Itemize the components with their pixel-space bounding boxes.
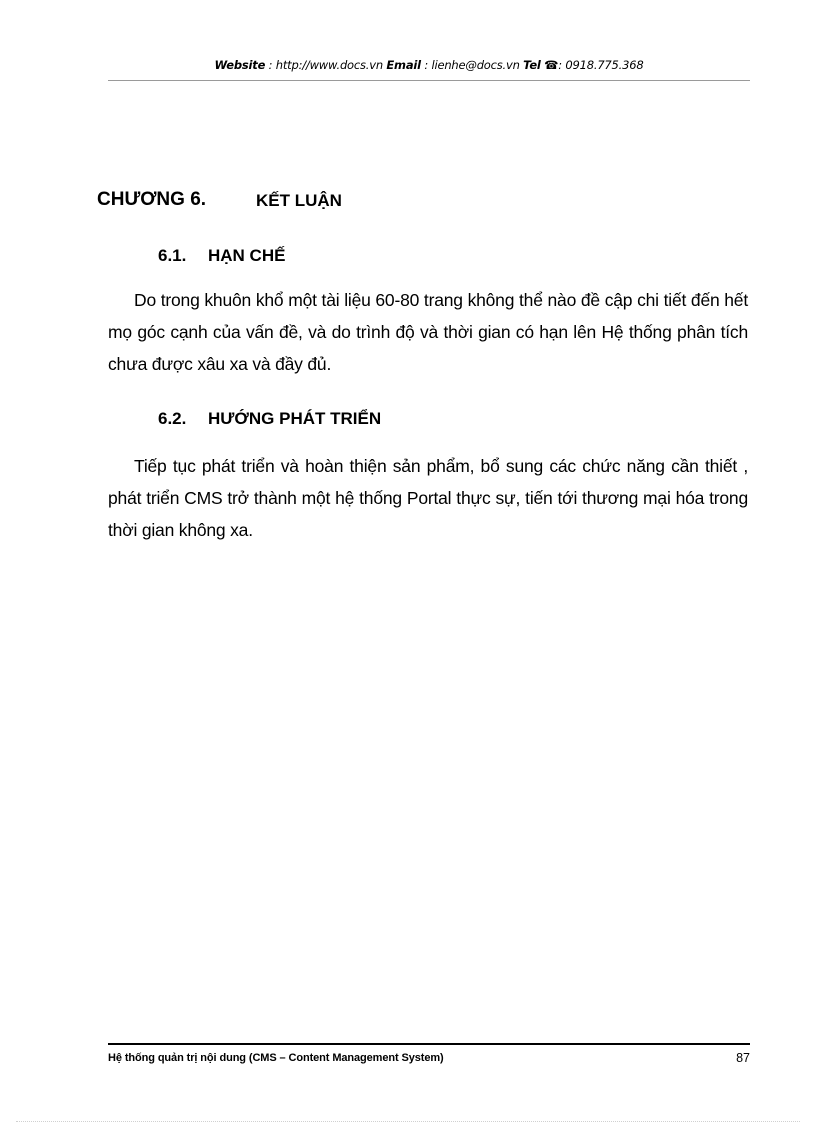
section-number: 6.1. xyxy=(158,246,187,265)
section-title: HƯỚNG PHÁT TRIỂN xyxy=(208,409,382,428)
chapter-heading xyxy=(97,189,342,211)
section-number: 6.2. xyxy=(158,409,187,428)
section-heading-limitations xyxy=(158,246,285,266)
chapter-number: CHƯƠNG 6. xyxy=(97,189,207,210)
page-header xyxy=(108,58,750,72)
page-edge-divider xyxy=(16,1121,800,1122)
section-title: HẠN CHẾ xyxy=(208,246,286,265)
footer-title: Hệ thống quản trị nội dung (CMS – Content Management System) xyxy=(108,1052,444,1064)
section-heading-development xyxy=(158,409,381,429)
email-value: : lienhe@docs.vn xyxy=(420,58,524,72)
website-label: Website xyxy=(214,58,266,72)
page-number: 87 xyxy=(736,1051,750,1065)
tel-value: : 0918.775.368 xyxy=(558,58,644,72)
footer-divider xyxy=(108,1043,750,1045)
phone-icon: ☎ xyxy=(544,58,559,72)
tel-label: Tel xyxy=(523,58,541,72)
section-body-limitations: Do trong khuôn khổ một tài liệu 60-80 trang không thể nào đề cập chi tiết đến hết mọ góc cạnh của vấn đề, và do trình độ và thời gian có hạn lên Hệ thống phân tích chưa được xâu xa và đầy đủ. xyxy=(108,290,748,374)
header-divider xyxy=(108,80,750,81)
email-label: Email xyxy=(386,58,421,72)
website-value: : http://www.docs.vn xyxy=(265,58,387,72)
section-body-development: Tiếp tục phát triển và hoàn thiện sản phẩm, bổ sung các chức năng cần thiết , phát triển CMS trở thành một hệ thống Portal thực sự, tiến tới thương mại hóa trong thời gian không xa. xyxy=(108,456,748,540)
chapter-title: KẾT LUẬN xyxy=(256,191,342,210)
